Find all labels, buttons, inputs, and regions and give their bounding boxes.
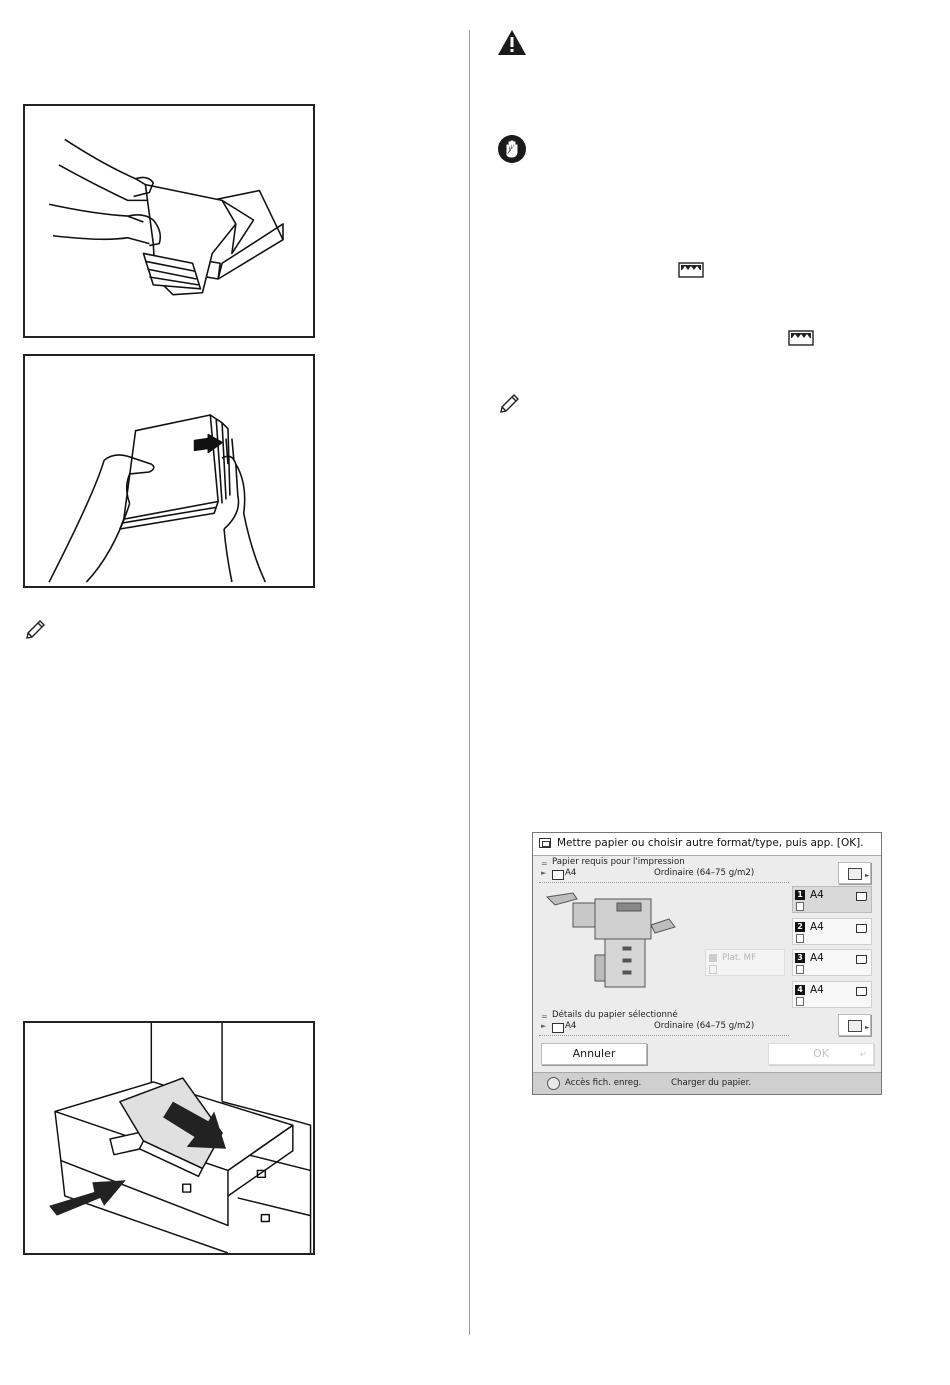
illustration-unwrap-paper <box>23 104 315 338</box>
arrow-right-icon: ► <box>865 1024 870 1031</box>
sheet-icon <box>552 870 564 880</box>
sheet-icon <box>796 997 804 1006</box>
required-paper-type: Ordinaire (64–75 g/m2) <box>654 868 755 878</box>
sheet-icon <box>709 965 717 974</box>
required-paper-settings-button[interactable] <box>838 862 871 884</box>
required-paper-label: Papier requis pour l'impression <box>552 857 685 867</box>
cancel-button[interactable] <box>541 1043 647 1065</box>
tray-number: 2 <box>795 922 805 932</box>
warning-icon <box>497 28 527 58</box>
panel-title: Mettre papier ou choisir autre format/type, puis app. [OK]. <box>557 837 864 849</box>
multipurpose-tray-button[interactable] <box>705 949 785 976</box>
arrow-right-icon: ► <box>541 1022 547 1030</box>
load-paper-status: Charger du papier. <box>671 1078 752 1088</box>
selected-paper-size: A4 <box>565 1021 577 1031</box>
message-icon <box>539 838 551 848</box>
sheet-icon <box>796 934 804 943</box>
tray-number: 1 <box>795 890 805 900</box>
tray-2-button[interactable] <box>792 918 872 945</box>
arrow-right-icon: ► <box>865 872 870 879</box>
column-divider <box>469 30 470 1335</box>
unwrap-paper-drawing <box>25 106 313 336</box>
tray-size: A4 <box>810 984 824 996</box>
separator <box>539 882 789 883</box>
tray-size: A4 <box>810 889 824 901</box>
printer-panel-screen <box>532 832 882 1095</box>
panel-header <box>533 833 881 856</box>
ok-button[interactable] <box>768 1043 874 1065</box>
bullet-icon: = <box>541 859 548 868</box>
illustration-load-drawer <box>23 1021 315 1255</box>
sheet-icon <box>796 965 804 974</box>
bullet-icon: = <box>541 1012 548 1021</box>
paper-orientation-icon <box>856 987 867 996</box>
pencil-icon <box>22 617 48 643</box>
arrow-right-icon: ► <box>541 869 547 877</box>
panel-footer <box>533 1072 881 1094</box>
selected-paper-settings-button[interactable] <box>838 1014 871 1036</box>
printer-machine-illustration <box>543 889 683 989</box>
sheet-icon <box>796 902 804 911</box>
required-paper-size: A4 <box>565 868 577 878</box>
mp-tray-icon <box>709 954 717 962</box>
tray-number: 3 <box>795 953 805 963</box>
paper-face-icon <box>678 262 704 278</box>
paper-face-icon <box>788 330 814 346</box>
tray-4-button[interactable] <box>792 981 872 1008</box>
multipurpose-tray-label: Plat. MF <box>722 953 757 963</box>
fan-paper-drawing <box>25 356 313 586</box>
paper-settings-icon <box>848 868 862 880</box>
tray-size: A4 <box>810 921 824 933</box>
paper-orientation-icon <box>856 924 867 933</box>
paper-settings-icon <box>848 1020 862 1032</box>
paper-orientation-icon <box>856 955 867 964</box>
cancel-button-label: Annuler <box>572 1047 616 1060</box>
sheet-icon <box>552 1023 564 1033</box>
stored-files-link[interactable]: Accès fich. enreg. <box>565 1078 642 1088</box>
tray-3-button[interactable] <box>792 949 872 976</box>
tray-size: A4 <box>810 952 824 964</box>
paper-orientation-icon <box>856 892 867 901</box>
separator <box>539 1035 789 1036</box>
pencil-icon <box>496 391 522 417</box>
hand-stop-icon <box>497 134 527 164</box>
enter-icon: ↵ <box>859 1050 867 1060</box>
selected-paper-type: Ordinaire (64–75 g/m2) <box>654 1021 755 1031</box>
tray-1-button[interactable] <box>792 886 872 913</box>
stored-files-icon <box>547 1077 560 1090</box>
tray-number: 4 <box>795 985 805 995</box>
load-drawer-drawing <box>25 1023 313 1253</box>
ok-button-label: OK <box>813 1047 829 1060</box>
illustration-fan-paper <box>23 354 315 588</box>
selected-paper-label: Détails du papier sélectionné <box>552 1010 678 1020</box>
